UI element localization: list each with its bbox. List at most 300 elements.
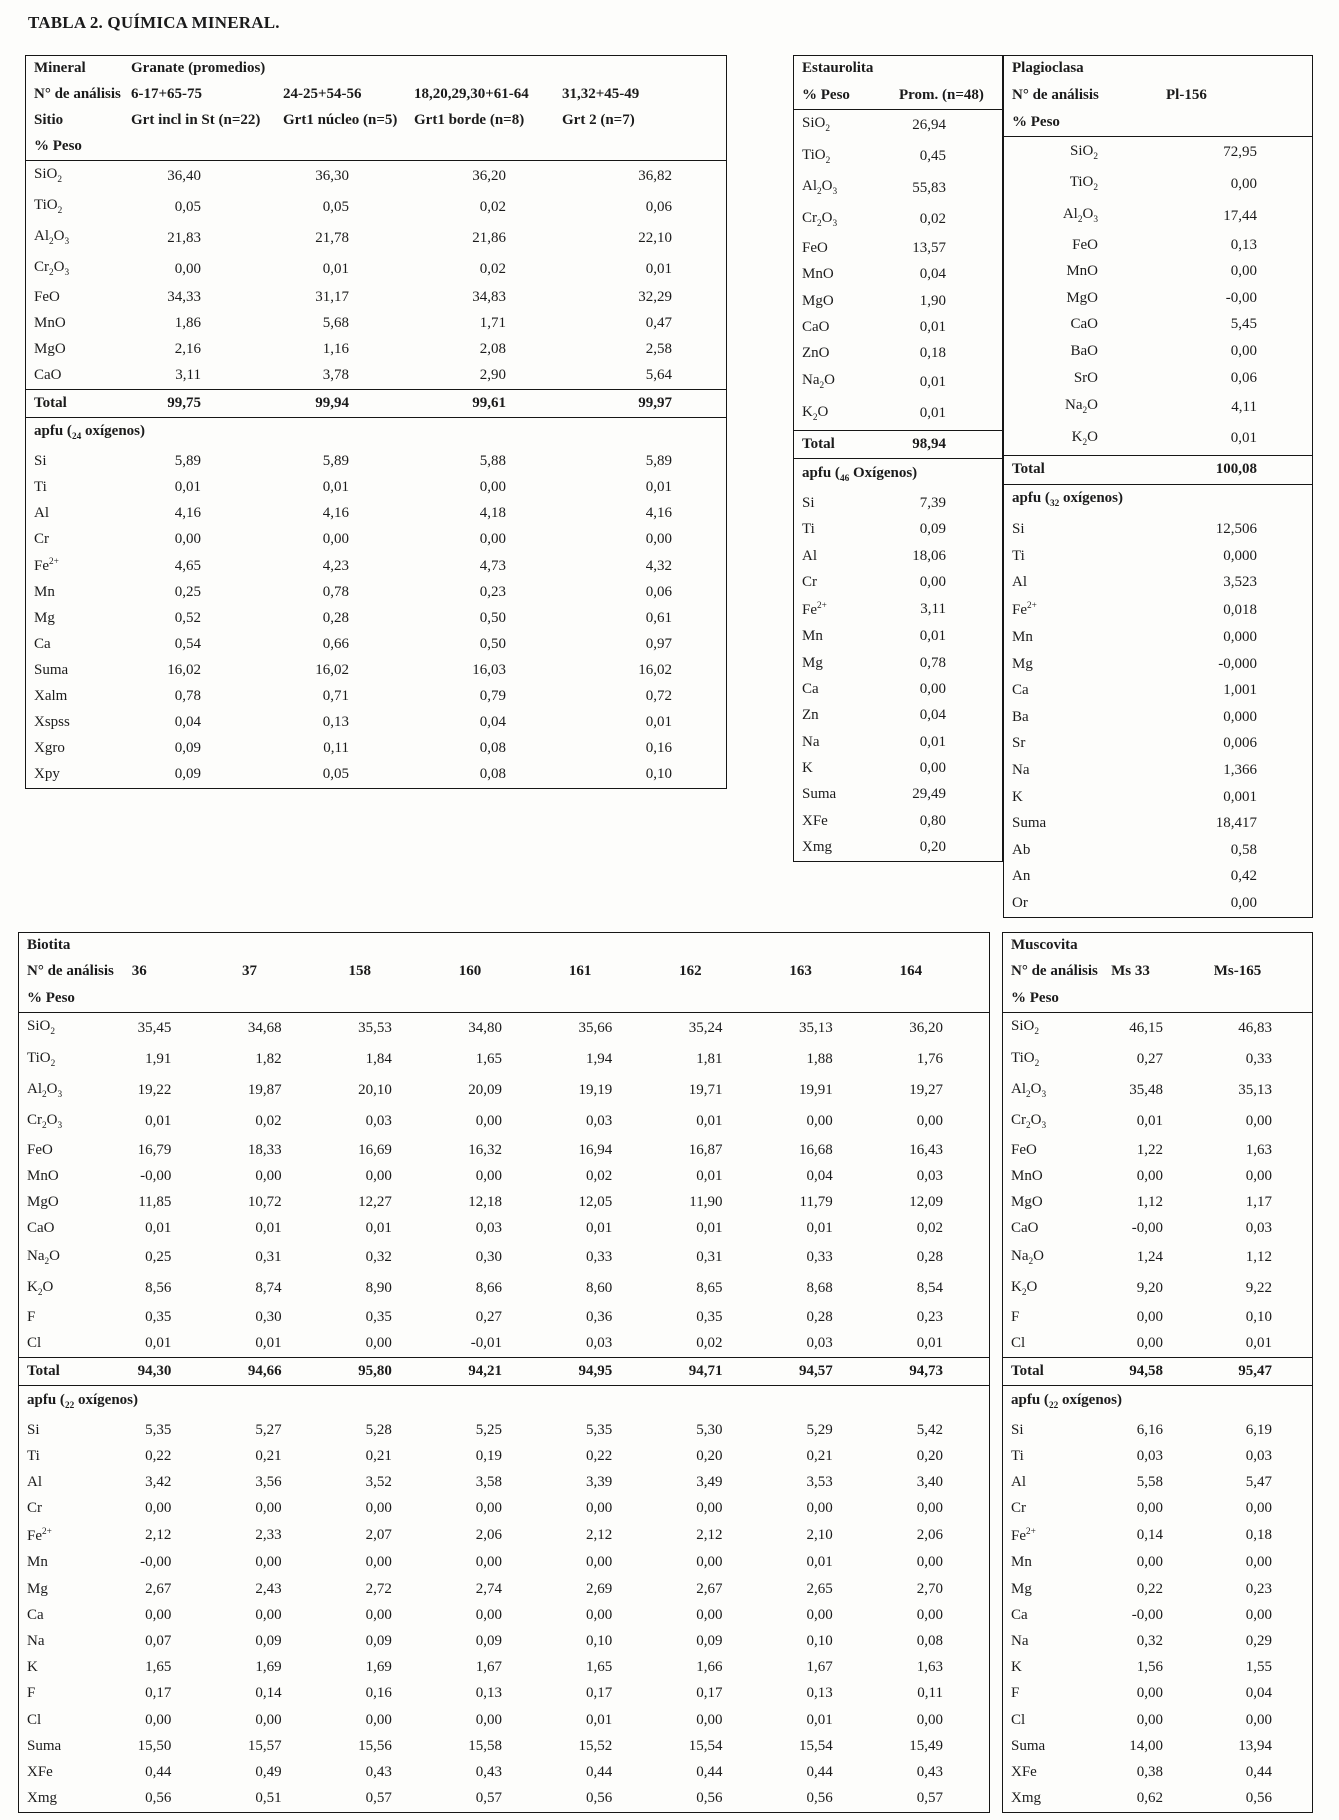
value-cell: Granate (promedios) <box>131 60 266 77</box>
value-cell: 1,55 <box>1245 1659 1272 1676</box>
value-cell: 0,35 <box>145 1308 172 1325</box>
row-label: SiO$_2$ <box>1003 1012 1098 1044</box>
value-cell: 4,32 <box>645 557 672 574</box>
table-row <box>794 835 1002 861</box>
row-label: K <box>1012 788 1023 805</box>
value-cell: 1,84 <box>365 1051 392 1067</box>
row-label: N° de análisis <box>34 86 121 103</box>
row-label: SrO <box>1073 369 1098 386</box>
table-row <box>1004 365 1312 392</box>
value-cell: 13,94 <box>1238 1737 1272 1754</box>
table-row <box>1003 1603 1312 1629</box>
value-cell: 26,94 <box>899 109 1002 141</box>
value-cell: 1,94 <box>586 1051 613 1067</box>
value-cell: 0,00 <box>255 1168 282 1185</box>
row-label: FeO <box>1011 1141 1037 1158</box>
value-cell: 0,01 <box>696 1220 723 1237</box>
value-cell: 0,00 <box>916 1500 943 1517</box>
row-label: Suma <box>1012 815 1047 832</box>
table-row <box>1004 758 1312 785</box>
value-cell: 35,13 <box>1238 1082 1272 1099</box>
row-label: Al <box>1012 574 1027 591</box>
value-cell: 6-17+65-75 <box>131 86 203 103</box>
table-row <box>26 311 726 337</box>
row-label: Si <box>1012 521 1025 538</box>
table-row <box>26 161 726 193</box>
value-cell: 0,00 <box>255 1500 282 1517</box>
table-row <box>1004 232 1312 259</box>
value-cell: 0,78 <box>174 688 201 705</box>
value-cell: 164 <box>899 963 923 980</box>
value-cell: 8,60 <box>586 1280 613 1297</box>
value-cell: 3,78 <box>322 367 349 384</box>
table-row <box>1004 890 1312 917</box>
value-cell: 0,00 <box>365 1711 392 1728</box>
value-cell: 0,03 <box>475 1220 503 1237</box>
value-cell: 0,00 <box>475 1500 503 1517</box>
value-cell: 3,58 <box>475 1474 503 1491</box>
table-row <box>19 1305 989 1331</box>
table-row <box>1003 1386 1312 1418</box>
value-cell: 2,06 <box>916 1527 943 1544</box>
value-cell: 0,23 <box>916 1308 943 1325</box>
value-cell: 4,18 <box>479 504 506 521</box>
value-cell: 0,20 <box>916 1448 943 1465</box>
row-label: FeO <box>1072 236 1098 253</box>
row-label: Mg <box>27 1580 48 1597</box>
row-label: Suma <box>27 1737 62 1754</box>
value-cell: 95,47 <box>1203 1358 1312 1386</box>
estaurolita-grid <box>794 56 1002 861</box>
table-row <box>1003 1216 1312 1242</box>
row-label: MgO <box>34 340 66 357</box>
value-cell: 2,70 <box>916 1580 943 1597</box>
row-label: Estaurolita <box>802 60 874 77</box>
value-cell: 0,02 <box>479 260 506 277</box>
value-cell: 31,17 <box>315 289 349 306</box>
value-cell: 8,90 <box>365 1280 392 1297</box>
row-label: MnO <box>34 315 66 332</box>
value-cell: 0,80 <box>919 812 946 829</box>
table-row <box>794 82 1002 109</box>
value-cell: 14,00 <box>1129 1737 1163 1754</box>
value-cell: 0,01 <box>806 1711 833 1728</box>
value-cell: 0,35 <box>696 1308 723 1325</box>
table-row <box>1003 1164 1312 1190</box>
row-label: Or <box>1012 894 1028 911</box>
row-label: CaO <box>802 318 830 335</box>
value-cell: 16,94 <box>578 1141 613 1158</box>
value-cell: 0,18 <box>919 345 946 362</box>
value-cell: 0,08 <box>479 740 506 757</box>
value-cell: 0,00 <box>919 574 946 591</box>
value-cell: 0,11 <box>917 1685 943 1702</box>
value-cell: 0,32 <box>365 1249 392 1266</box>
value-cell: 0,01 <box>919 373 946 390</box>
value-cell <box>107 1386 989 1418</box>
value-cell: 0,38 <box>1136 1763 1163 1780</box>
value-cell: 0,00 <box>586 1500 613 1517</box>
value-cell: 0,02 <box>696 1335 723 1352</box>
value-cell: 0,00 <box>365 1606 392 1623</box>
value-cell: Grt incl in St (n=22) <box>131 111 261 128</box>
value-cell: 0,03 <box>586 1113 613 1130</box>
value-cell: 0,11 <box>323 740 349 757</box>
value-cell: 5,30 <box>696 1421 723 1438</box>
value-cell: 6,16 <box>1136 1421 1163 1438</box>
table-row <box>19 1760 989 1786</box>
row-label: Cr <box>802 574 817 591</box>
value-cell: 2,33 <box>255 1527 282 1544</box>
row-label: apfu ($_{22}$ oxígenos) <box>1003 1386 1098 1418</box>
value-cell: 0,01 <box>255 1220 282 1237</box>
table-row <box>1004 596 1312 624</box>
row-label: $Cr_2O_3$ <box>1011 1111 1047 1131</box>
value-cell: 35,53 <box>328 1012 438 1044</box>
value-cell: 16,68 <box>798 1141 833 1158</box>
table-row <box>794 315 1002 341</box>
value-cell: 100,08 <box>1104 456 1312 484</box>
table-row <box>19 1576 989 1602</box>
value-cell: 99,94 <box>283 390 414 418</box>
value-cell <box>1104 484 1312 516</box>
table-row <box>1003 1242 1312 1273</box>
table-row <box>26 658 726 684</box>
value-cell: 1,366 <box>1223 761 1257 778</box>
table-row <box>1004 704 1312 731</box>
value-cell: 4,73 <box>479 557 506 574</box>
value-cell: 94,57 <box>768 1358 878 1386</box>
value-cell: 16,32 <box>468 1141 503 1158</box>
value-cell: 12,05 <box>578 1194 613 1211</box>
biotita-table <box>18 932 990 1813</box>
row-label: Mg <box>34 610 55 627</box>
value-cell: 0,10 <box>1245 1308 1272 1325</box>
table-row <box>19 1681 989 1707</box>
value-cell: 0,00 <box>696 1500 723 1517</box>
value-cell: 4,23 <box>322 557 349 574</box>
row-label: Na <box>1012 761 1030 778</box>
value-cell: 21,86 <box>472 229 506 246</box>
value-cell: 0,01 <box>645 479 672 495</box>
value-cell: 0,00 <box>475 1168 503 1185</box>
value-cell: 0,10 <box>586 1632 613 1649</box>
row-label: Zn <box>802 707 819 724</box>
row-label: Cl <box>27 1335 42 1352</box>
row-label: $Al_2O_3$ <box>1011 1080 1047 1100</box>
plagioclasa-grid <box>1004 56 1312 917</box>
value-cell: 0,08 <box>916 1632 943 1649</box>
value-cell: 18,20,29,30+61-64 <box>414 86 529 103</box>
value-cell: 1,88 <box>806 1051 833 1067</box>
value-cell: 0,00 <box>479 530 506 547</box>
value-cell: 1,65 <box>475 1051 503 1067</box>
row-label: Cl <box>1011 1335 1026 1352</box>
value-cell: 0,43 <box>475 1763 503 1780</box>
table-row <box>1004 731 1312 758</box>
table-row <box>794 624 1002 650</box>
value-cell: 15,49 <box>909 1737 943 1754</box>
value-cell: 0,00 <box>145 1500 172 1517</box>
row-label: MnO <box>1066 263 1098 280</box>
value-cell: 0,00 <box>174 530 201 547</box>
value-cell: 0,00 <box>1230 342 1257 359</box>
value-cell: 0,00 <box>475 1606 503 1623</box>
table-row <box>1004 285 1312 312</box>
value-cell: 5,45 <box>1230 316 1257 333</box>
table-row <box>1003 1138 1312 1164</box>
row-label: apfu ($_{32}$ oxígenos) <box>1004 484 1104 516</box>
value-cell: 2,06 <box>475 1527 503 1544</box>
row-label: SiO$_2$ <box>1004 137 1104 169</box>
row-label: $K_2O$ <box>1071 428 1098 448</box>
value-cell: 0,00 <box>1245 1711 1272 1728</box>
row-label: apfu ($_{22}$ oxígenos) <box>19 1386 107 1418</box>
row-label: $Fe^{2+}$ <box>34 557 59 575</box>
value-cell: 0,36 <box>586 1308 613 1325</box>
value-cell: 0,04 <box>806 1168 833 1185</box>
table-row <box>1004 169 1312 201</box>
value-cell: 0,01 <box>1245 1335 1272 1352</box>
row-label: $K_2O$ <box>27 1278 54 1298</box>
row-label: MgO <box>802 292 834 309</box>
value-cell: 98,94 <box>899 431 1002 459</box>
row-label: Total <box>1003 1358 1098 1386</box>
value-cell: 15,50 <box>137 1737 172 1754</box>
granate-grid <box>26 56 726 788</box>
value-cell: 0,56 <box>696 1790 723 1807</box>
table-row <box>19 1629 989 1655</box>
table-row <box>1003 1786 1312 1812</box>
value-cell: 35,24 <box>658 1012 768 1044</box>
value-cell: 5,89 <box>322 453 349 470</box>
row-label: $Fe^{2+}$ <box>1011 1526 1036 1544</box>
table-row <box>1004 423 1312 456</box>
value-cell: 0,00 <box>696 1554 723 1571</box>
value-cell: 0,01 <box>1230 430 1257 447</box>
row-label: $Na_2O$ <box>1065 397 1098 417</box>
value-cell: 0,21 <box>255 1448 282 1465</box>
row-label: Ca <box>1011 1606 1028 1623</box>
value-cell: 94,95 <box>548 1358 658 1386</box>
value-cell: 1,71 <box>479 315 506 332</box>
table-row <box>26 390 726 418</box>
value-cell: 0,00 <box>919 759 946 776</box>
value-cell: 16,02 <box>167 662 201 679</box>
value-cell: 3,523 <box>1223 574 1257 591</box>
row-label: $Al_2O_3$ <box>1062 206 1098 226</box>
table-row <box>794 782 1002 808</box>
value-cell: 0,00 <box>1245 1113 1272 1130</box>
value-cell <box>1098 1386 1312 1418</box>
value-cell: 0,01 <box>322 260 349 277</box>
value-cell: 0,000 <box>1223 708 1257 725</box>
value-cell: 0,00 <box>806 1113 833 1130</box>
row-label: $Al_2O_3$ <box>802 178 838 198</box>
biotita-grid <box>19 933 989 1812</box>
value-cell: 0,01 <box>919 318 946 335</box>
table-row <box>1003 985 1312 1012</box>
value-cell: 11,79 <box>799 1194 833 1211</box>
value-cell: Pl-156 <box>1166 86 1207 103</box>
value-cell: 1,82 <box>255 1051 282 1067</box>
value-cell: 0,00 <box>1230 263 1257 280</box>
value-cell: 0,78 <box>919 654 946 671</box>
value-cell: 1,63 <box>1245 1141 1272 1158</box>
value-cell: 1,69 <box>255 1659 282 1676</box>
value-cell: 0,29 <box>1245 1632 1272 1649</box>
value-cell: 0,20 <box>696 1448 723 1465</box>
value-cell: 35,13 <box>768 1012 878 1044</box>
value-cell: 2,90 <box>479 367 506 384</box>
row-label: Sr <box>1012 735 1026 752</box>
value-cell: 0,17 <box>145 1685 172 1702</box>
table-row <box>1003 933 1312 959</box>
table-row <box>26 710 726 736</box>
value-cell: 20,09 <box>468 1082 503 1099</box>
row-label: XFe <box>802 812 828 829</box>
value-cell: 15,54 <box>798 1737 833 1754</box>
value-cell <box>107 933 989 959</box>
row-label: Na <box>802 733 820 750</box>
value-cell: 0,44 <box>586 1763 613 1780</box>
page-title: TABLA 2. QUÍMICA MINERAL. <box>28 13 280 32</box>
table-row <box>19 1107 989 1138</box>
table-row <box>1003 1522 1312 1550</box>
value-cell: 1,16 <box>322 340 349 357</box>
value-cell: 0,001 <box>1223 788 1257 805</box>
value-cell: 2,07 <box>365 1527 392 1544</box>
value-cell: 158 <box>348 963 371 980</box>
value-cell: 0,05 <box>322 198 349 215</box>
table-row <box>1003 1418 1312 1444</box>
value-cell: 0,04 <box>1245 1685 1272 1702</box>
table-row <box>26 449 726 475</box>
row-label: $K_2O$ <box>802 403 829 423</box>
value-cell: 0,04 <box>919 266 946 283</box>
value-cell: 0,18 <box>1245 1527 1272 1544</box>
table-row <box>26 553 726 581</box>
value-cell: 12,27 <box>358 1194 392 1211</box>
value-cell: 0,56 <box>1245 1790 1272 1807</box>
value-cell: 1,90 <box>919 292 946 309</box>
value-cell: 0,01 <box>645 260 672 277</box>
table-row <box>794 173 1002 204</box>
row-label: F <box>27 1685 36 1702</box>
value-cell: 0,01 <box>919 628 946 645</box>
value-cell: 4,16 <box>174 504 201 521</box>
table-row <box>1003 1044 1312 1075</box>
table-row <box>794 399 1002 431</box>
value-cell: 12,18 <box>468 1194 503 1211</box>
value-cell: 0,13 <box>1230 236 1257 253</box>
value-cell: 0,28 <box>806 1308 833 1325</box>
row-label: Si <box>27 1421 40 1438</box>
value-cell: 35,45 <box>107 1012 217 1044</box>
row-label: $Fe^{2+}$ <box>1012 601 1037 619</box>
table-row <box>794 596 1002 624</box>
value-cell: 0,16 <box>365 1685 392 1702</box>
row-label: apfu ($_{46}$ Oxígenos) <box>794 459 899 491</box>
row-label: $Fe^{2+}$ <box>27 1526 52 1544</box>
row-label: Mn <box>1011 1554 1032 1571</box>
value-cell: 36,40 <box>131 161 283 193</box>
value-cell: 0,00 <box>645 530 672 547</box>
value-cell: 36,30 <box>283 161 414 193</box>
value-cell: 0,00 <box>916 1554 943 1571</box>
value-cell: 0,00 <box>475 1554 503 1571</box>
row-label: FeO <box>34 289 60 306</box>
value-cell: 0,04 <box>174 714 201 731</box>
value-cell: 0,00 <box>365 1335 392 1352</box>
value-cell: 5,88 <box>479 453 506 470</box>
value-cell: 32,29 <box>638 289 672 306</box>
value-cell: 22,10 <box>638 229 672 246</box>
value-cell: 0,66 <box>322 636 349 653</box>
value-cell: 1,91 <box>145 1051 172 1067</box>
value-cell: 0,43 <box>916 1763 943 1780</box>
value-cell: 0,22 <box>145 1448 172 1465</box>
value-cell: 1,76 <box>916 1051 943 1067</box>
value-cell: 3,53 <box>806 1474 833 1491</box>
table-row <box>794 236 1002 262</box>
value-cell: 15,57 <box>247 1737 282 1754</box>
value-cell: 0,49 <box>255 1763 282 1780</box>
row-label: MnO <box>1011 1168 1043 1185</box>
value-cell: 0,01 <box>586 1220 613 1237</box>
value-cell: 19,71 <box>688 1082 723 1099</box>
value-cell: 36,20 <box>879 1012 989 1044</box>
value-cell: 0,00 <box>1136 1554 1163 1571</box>
value-cell: 0,00 <box>696 1711 723 1728</box>
value-cell: 0,32 <box>1136 1632 1163 1649</box>
value-cell: -0,00 <box>140 1168 172 1185</box>
value-cell: 94,66 <box>217 1358 327 1386</box>
value-cell: 1,65 <box>145 1659 172 1676</box>
value-cell: 19,22 <box>137 1082 172 1099</box>
value-cell: 11,90 <box>689 1194 723 1211</box>
value-cell: 0,20 <box>919 838 946 855</box>
table-row <box>26 363 726 390</box>
value-cell: 5,29 <box>806 1421 833 1438</box>
value-cell: 0,00 <box>586 1606 613 1623</box>
value-cell: 0,00 <box>1245 1606 1272 1623</box>
row-label: Total <box>1004 456 1104 484</box>
value-cell: 1,69 <box>365 1659 392 1676</box>
row-label: $Na_2O$ <box>1011 1247 1044 1267</box>
row-label: apfu ($_{24}$ oxígenos) <box>26 417 131 449</box>
value-cell: 0,01 <box>365 1220 392 1237</box>
value-cell: 0,00 <box>1230 175 1257 192</box>
table-row <box>26 192 726 223</box>
value-cell: 0,33 <box>586 1249 613 1266</box>
value-cell: 8,56 <box>145 1280 172 1297</box>
value-cell: 11,85 <box>138 1194 172 1211</box>
table-row <box>1003 1190 1312 1216</box>
table-row <box>794 204 1002 235</box>
granate-table <box>25 55 727 789</box>
value-cell: 2,43 <box>255 1580 282 1597</box>
value-cell: 8,66 <box>475 1280 503 1297</box>
value-cell: 0,78 <box>322 584 349 601</box>
value-cell: 34,83 <box>472 289 506 306</box>
value-cell: 0,31 <box>696 1249 723 1266</box>
table-row <box>19 1733 989 1759</box>
value-cell: 2,12 <box>145 1527 172 1544</box>
row-label: Total <box>794 431 899 459</box>
row-label: Ca <box>1012 682 1029 699</box>
value-cell: Grt1 borde (n=8) <box>414 111 525 128</box>
